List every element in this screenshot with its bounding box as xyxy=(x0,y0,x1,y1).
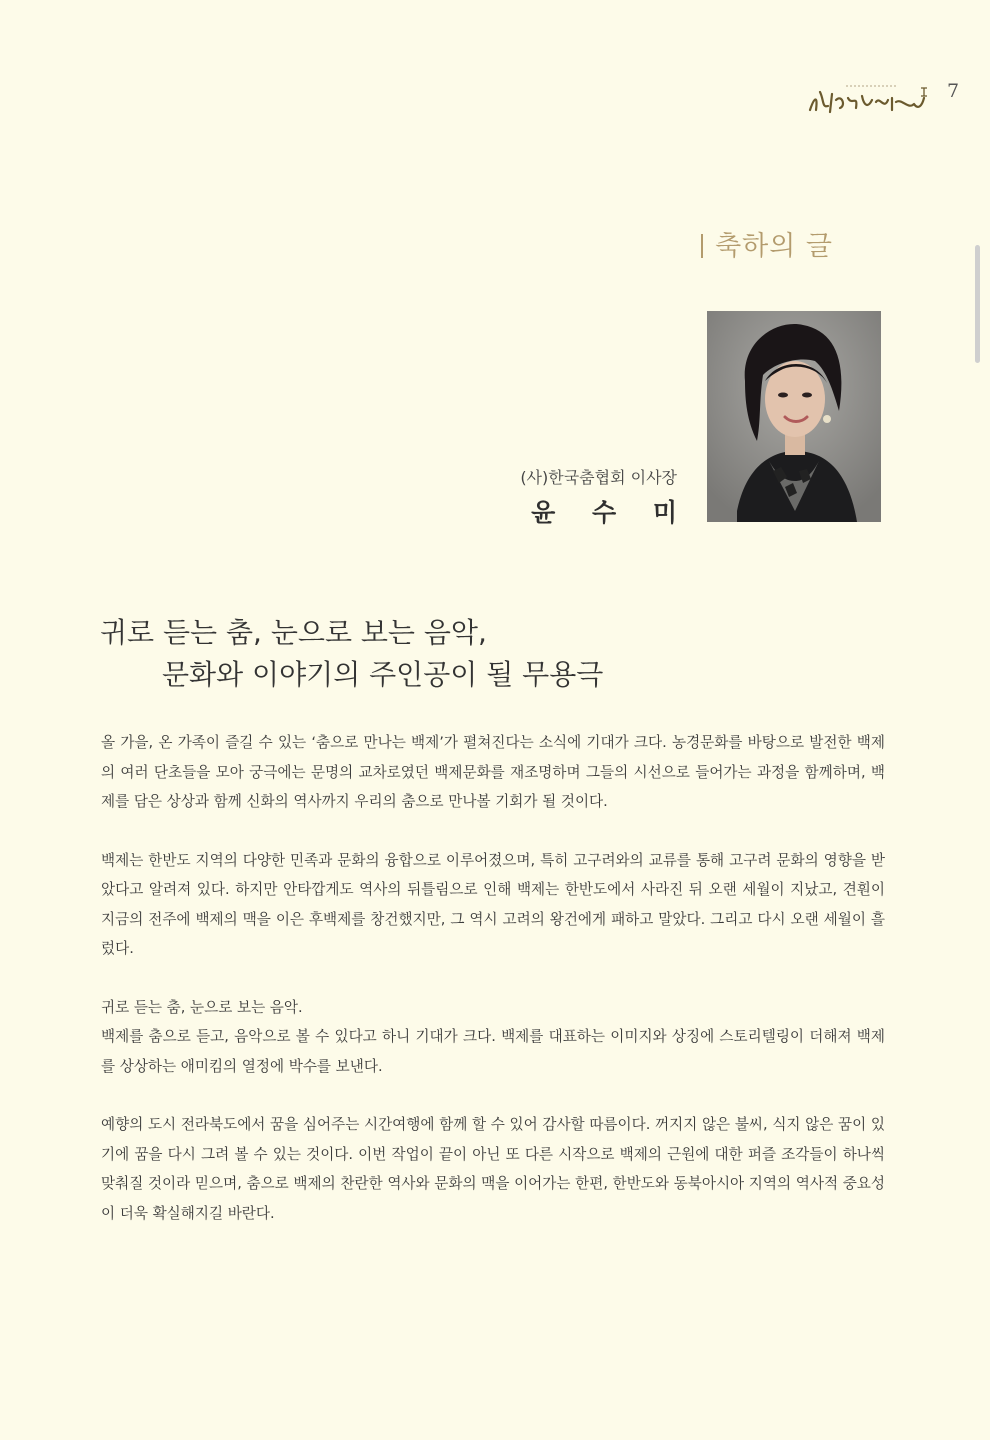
article-body xyxy=(101,728,885,1257)
paragraph-2 xyxy=(101,846,885,964)
scrollbar[interactable] xyxy=(975,245,980,363)
paragraph-4 xyxy=(101,1110,885,1228)
headline-line-2: 문화와 이야기의 주인공이 될 무용극 xyxy=(162,658,604,691)
page-number: 7 xyxy=(947,80,960,102)
paragraph-text: 예향의 도시 전라북도에서 꿈을 심어주는 시간여행에 함께 할 수 있어 감사할 따름이다. 꺼지지 않은 불씨, 식지 않은 꿈이 있기에 꿈을 다시 그려 볼 수 있는 것이다. 이번 작업이 끝이 아닌 또 다른 시작으로 백제의 근원에 대한 퍼즐 조각들이 하나씩 맞춰질 것이라 믿으며, 춤으로 백제의 찬란한 역사와 문화의 맥을 이어가는 한편, 한반도와 동북아시아 지역의 역사적 중요성이 더욱 확실해지길 바란다. xyxy=(101,1116,885,1222)
title-bar-divider xyxy=(701,234,703,258)
paragraph-text: 올 가을, 온 가족이 즐길 수 있는 ‘춤으로 만나는 백제’가 펼쳐진다는 소식에 기대가 크다. 농경문화를 바탕으로 발전한 백제의 여러 단초들을 모아 궁극에는 문명의 교차로였던 백제문화를 재조명하며 그들의 시선으로 들어가는 과정을 함께하며, 백제를 담은 상상과 함께 신화의 역사까지 우리의 춤으로 만나볼 기회가 될 것이다. xyxy=(101,734,885,810)
headline-line-1: 귀로 듣는 춤, 눈으로 보는 음악, xyxy=(100,616,487,649)
section-title-text: 축하의 글 xyxy=(715,231,833,262)
paragraph-text: 귀로 듣는 춤, 눈으로 보는 음악. xyxy=(101,998,303,1016)
paragraph-3 xyxy=(101,993,885,1082)
author-name: 윤 수 미 xyxy=(531,498,691,527)
paragraph-1 xyxy=(101,728,885,817)
article-headline xyxy=(100,612,800,696)
section-title xyxy=(701,224,833,263)
author-portrait xyxy=(707,311,881,522)
paragraph-text: 백제를 춤으로 듣고, 음악으로 볼 수 있다고 하니 기대가 크다. 백제를 대표하는 이미지와 상징에 스토리텔링이 더해져 백제를 상상하는 애미킴의 열정에 박수를 보낸다. xyxy=(101,1028,885,1075)
paragraph-text: 백제는 한반도 지역의 다양한 민족과 문화의 융합으로 이루어졌으며, 특히 고구려와의 교류를 통해 고구려 문화의 영향을 받았다고 알려져 있다. 하지만 안타깝게도 역사의 뒤틀림으로 인해 백제는 한반도에서 사라진 뒤 오랜 세월이 지났고, 견훤이 지금의 전주에 백제의 맥을 이은 후백제를 창건했지만, 그 역시 고려의 왕건에게 패하고 말았다. 그리고 다시 오랜 세월이 흘렀다. xyxy=(101,851,885,957)
baekje-arirang-logo xyxy=(806,80,928,120)
author-role: (사)한국춤협회 이사장 xyxy=(520,468,677,487)
